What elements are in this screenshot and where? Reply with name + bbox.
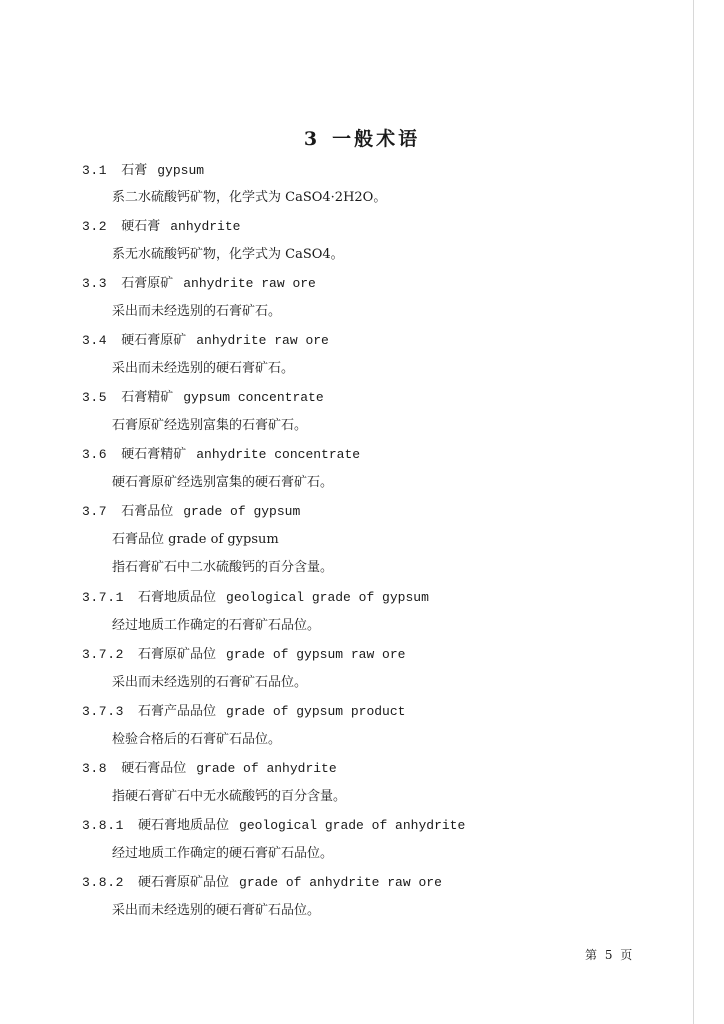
term-definition: 经过地质工作确定的硬石膏矿石品位。: [112, 846, 334, 861]
term-chinese: 硬石膏精矿: [121, 447, 187, 462]
term-definition: 指石膏矿石中二水硫酸钙的百分含量。: [112, 560, 334, 575]
term-definition: 指硬石膏矿石中无水硫酸钙的百分含量。: [112, 789, 347, 804]
page-number: 第 5 页: [585, 948, 635, 962]
term-heading: [82, 818, 465, 834]
term-chinese: 硬石膏品位: [121, 761, 187, 776]
term-chinese: 石膏精矿: [121, 390, 174, 405]
term-english: grade of gypsum raw ore: [226, 647, 406, 662]
term-number: 3.7.1: [82, 590, 125, 605]
term-heading: [82, 504, 300, 520]
term-chinese: 硬石膏地质品位: [138, 818, 230, 833]
section-title: [0, 124, 724, 151]
term-english: grade of gypsum: [183, 504, 301, 519]
term-number: 3.2: [82, 219, 108, 234]
term-chinese: 石膏地质品位: [138, 590, 217, 605]
term-number: 3.3: [82, 276, 108, 291]
term-heading: [82, 219, 240, 235]
term-chinese: 硬石膏: [121, 219, 161, 234]
term-chinese: 石膏原矿: [121, 276, 174, 291]
term-definition: 系二水硫酸钙矿物，化学式为 CaSO4·2H2O。: [112, 190, 387, 205]
term-number: 3.7: [82, 504, 108, 519]
term-english: anhydrite raw ore: [196, 333, 329, 348]
term-english: grade of anhydrite raw ore: [239, 875, 442, 890]
term-definition: 采出而未经选别的石膏矿石品位。: [112, 675, 308, 690]
section-heading: 一般术语: [332, 128, 421, 150]
term-chinese: 石膏品位: [121, 504, 174, 519]
term-heading: [82, 163, 204, 179]
term-number: 3.8: [82, 761, 108, 776]
term-number: 3.6: [82, 447, 108, 462]
term-english: anhydrite raw ore: [183, 276, 316, 291]
term-english: gypsum: [157, 163, 205, 178]
term-chinese: 硬石膏原矿: [121, 333, 187, 348]
term-definition: 硬石膏原矿经选别富集的硬石膏矿石。: [112, 475, 334, 490]
term-english: geological grade of gypsum: [226, 590, 429, 605]
term-heading: [82, 647, 405, 663]
term-chinese: 硬石膏原矿品位: [138, 875, 230, 890]
term-number: 3.4: [82, 333, 108, 348]
term-heading: [82, 875, 442, 891]
term-english: geological grade of anhydrite: [239, 818, 466, 833]
term-english: gypsum concentrate: [183, 390, 324, 405]
term-chinese: 石膏原矿品位: [138, 647, 217, 662]
term-number: 3.5: [82, 390, 108, 405]
term-definition: 采出而未经选别的石膏矿石。: [112, 304, 282, 319]
term-english: anhydrite: [170, 219, 241, 234]
term-english: grade of anhydrite: [196, 761, 337, 776]
term-heading: [82, 704, 405, 720]
term-heading: [82, 333, 329, 349]
term-definition: 检验合格后的石膏矿石品位。: [112, 732, 282, 747]
term-number: 3.7.2: [82, 647, 125, 662]
term-definition: 石膏原矿经选别富集的石膏矿石。: [112, 418, 308, 433]
section-number: 3: [303, 128, 321, 150]
page-edge: [693, 0, 694, 1024]
term-heading: [82, 447, 360, 463]
term-number: 3.8.2: [82, 875, 125, 890]
term-heading: [82, 761, 337, 777]
term-heading: [82, 590, 429, 606]
term-number: 3.1: [82, 163, 108, 178]
term-number: 3.7.3: [82, 704, 125, 719]
term-heading: [82, 276, 316, 292]
term-chinese: 石膏: [121, 163, 148, 178]
term-chinese: 石膏产品品位: [138, 704, 217, 719]
term-definition: 经过地质工作确定的石膏矿石品位。: [112, 618, 321, 633]
term-english: anhydrite concentrate: [196, 447, 361, 462]
term-heading: [82, 390, 324, 406]
term-definition: 采出而未经选别的硬石膏矿石。: [112, 361, 295, 376]
term-english: grade of gypsum product: [226, 704, 406, 719]
term-definition: 采出而未经选别的硬石膏矿石品位。: [112, 903, 321, 918]
term-definition: 系无水硫酸钙矿物，化学式为 CaSO4。: [112, 247, 344, 262]
term-number: 3.8.1: [82, 818, 125, 833]
term-definition: 石膏品位 grade of gypsum: [112, 532, 279, 547]
